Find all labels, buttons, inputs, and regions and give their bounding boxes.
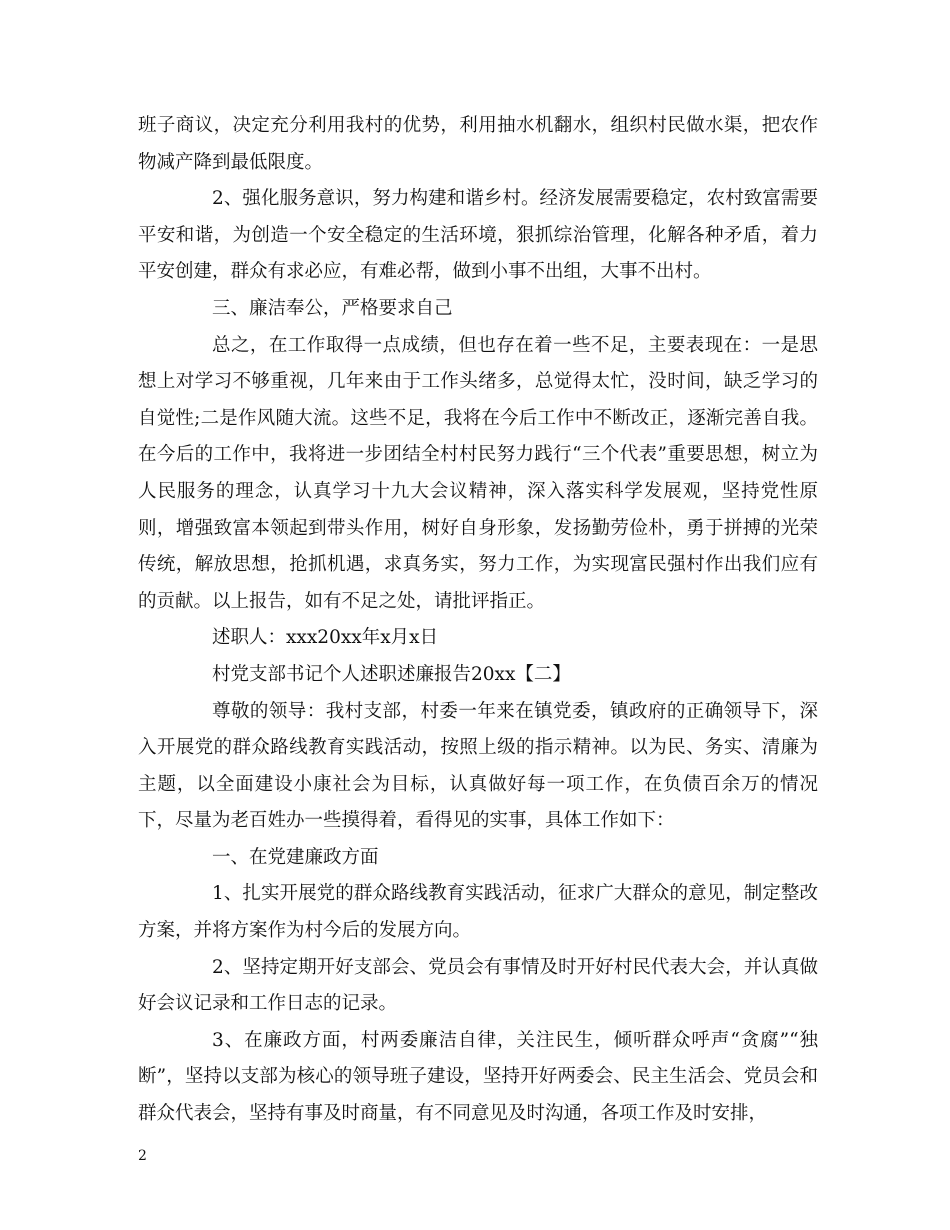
paragraph: 2、强化服务意识，努力构建和谐乡村。经济发展需要稳定，农村致富需要平安和谐，为创造一个安全稳定的生活环境，狠抓综治管理，化解各种矛盾，着力平安创建，群众有求必应，有难必帮，做到小事不出组，大事不出村。 <box>138 188 818 283</box>
section-heading: 一、在党建廉政方面 <box>212 846 379 868</box>
paragraph: 1、扎实开展党的群众路线教育实践活动，征求广大群众的意见，制定整改方案，并将方案作为村今后的发展方向。 <box>138 883 818 942</box>
paragraph: 2、坚持定期开好支部会、党员会有事情及时开好村民代表大会，并认真做好会议记录和工作日志的记录。 <box>138 956 818 1015</box>
paragraph: 3、在廉政方面，村两委廉洁自律，关注民生，倾听群众呼声“贪腐”“独断”，坚持以支部为核心的领导班子建设，坚持开好两委会、民主生活会、党员会和群众代表会，坚持有事及时商量，有不同意见及时沟通，各项工作及时安排， <box>138 1029 818 1125</box>
paragraph: 总之，在工作取得一点成绩，但也存在着一些不足，主要表现在：一是思想上对学习不够重视，几年来由于工作头绪多，总觉得太忙，没时间，缺乏学习的自觉性;二是作风随大流。这些不足，我将在今后工作中不断改正，逐渐完善自我。在今后的工作中，我将进一步团结全村村民努力践行“三个代表”重要思想，树立为人民服务的理念，认真学习十九大会议精神，深入落实科学发展观，坚持党性原则，增强致富本领起到带头作用，树好自身形象，发扬勤劳俭朴，勇于拼搏的光荣传统，解放思想，抢抓机遇，求真务实，努力工作，为实现富民强村作出我们应有的贡献。以上报告，如有不足之处，请批评指正。 <box>138 334 818 612</box>
signature-line: 述职人：xxx20xx年x月x日 <box>212 627 439 649</box>
paragraph: 班子商议，决定充分利用我村的优势，利用抽水机翻水，组织村民做水渠，把农作物减产降到最低限度。 <box>138 115 818 173</box>
page-number: 2 <box>138 1148 147 1164</box>
report-title: 村党支部书记个人述职述廉报告20xx【二】 <box>212 663 571 685</box>
document-body <box>138 108 818 1133</box>
section-heading: 三、廉洁奉公，严格要求自己 <box>212 297 453 319</box>
paragraph: 尊敬的领导：我村支部，村委一年来在镇党委，镇政府的正确领导下，深入开展党的群众路线教育实践活动，按照上级的指示精神。以为民、务实、清廉为主题，以全面建设小康社会为目标，认真做好每一项工作，在负债百余万的情况下，尽量为老百姓办一些摸得着，看得见的实事，具体工作如下： <box>138 700 818 832</box>
